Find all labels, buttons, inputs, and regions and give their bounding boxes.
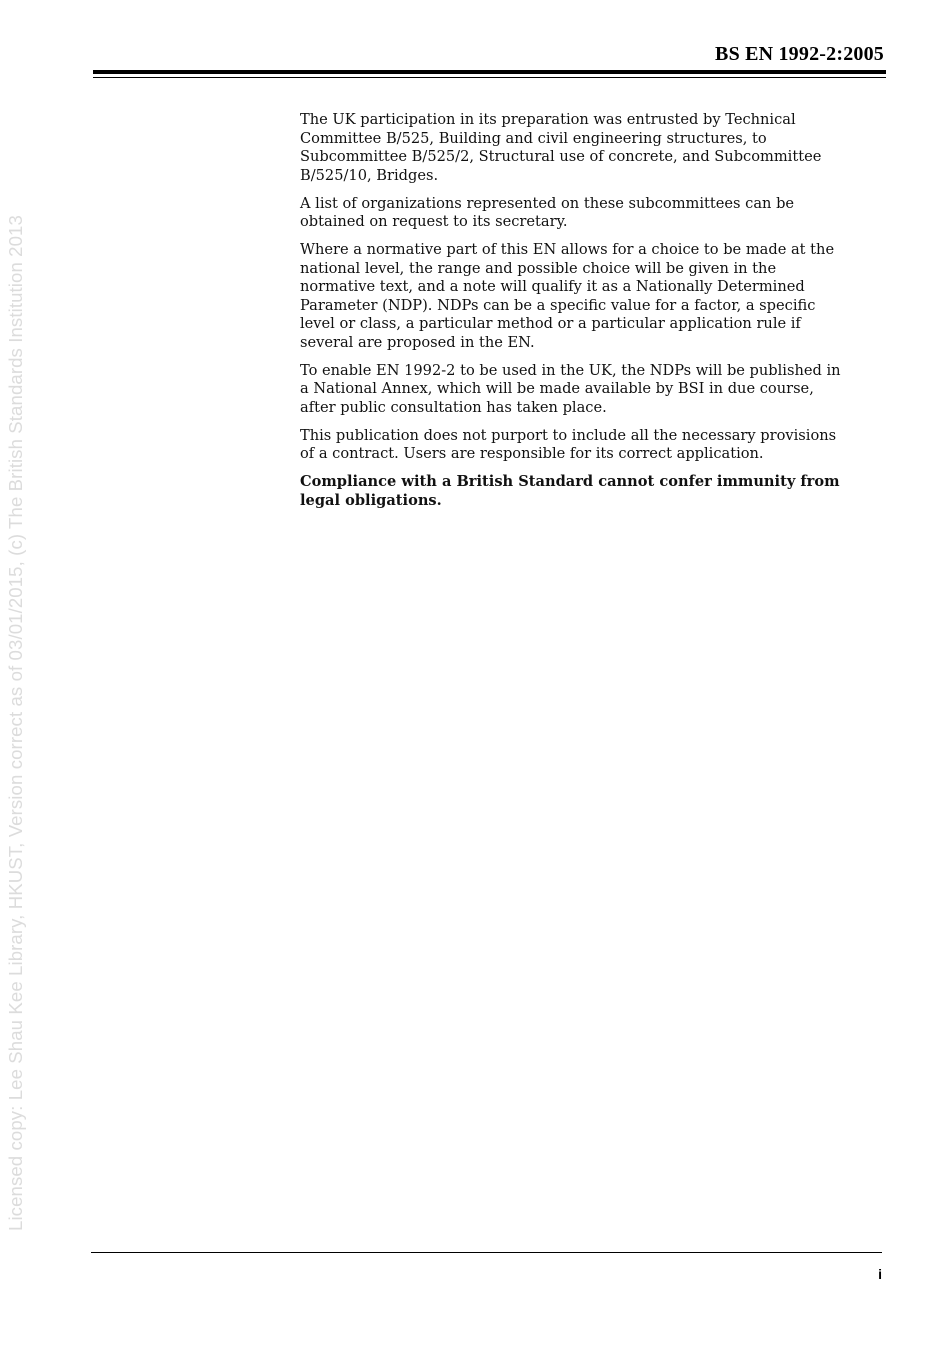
watermark: Licensed copy: Lee Shau Kee Library, HKUST, Version correct as of 03/01/2015, (c) The British Standards Institution 2013 <box>5 215 26 1231</box>
paragraph-organizations-list: A list of organizations represented on these subcommittees can be obtained on request to its secretary. <box>300 194 795 230</box>
paragraph-normative-choice: Where a normative part of this EN allows for a choice to be made at the national level, the range and possible choice will be given in the normative text, and a note will qualify it as a Nationally Determined Parameter (NDP). NDPs can be a specific value for a factor, a specific level or class, a particular method or a particular application rule if several are proposed in the EN. <box>300 241 835 351</box>
paragraph-national-annex: To enable EN 1992-2 to be used in the UK, the NDPs will be published in a National Annex, which will be made available by BSI in due course, after public consultation has taken place. <box>300 361 841 416</box>
header-rule-thick <box>93 70 886 74</box>
header-rule-thin <box>93 77 886 78</box>
compliance-statement: Compliance with a British Standard cannot confer immunity from legal obligations. <box>300 473 840 509</box>
paragraph-contract-provisions: This publication does not purport to include all the necessary provisions of a contract. Users are responsible for its correct application. <box>300 426 837 462</box>
document-code: BS EN 1992-2:2005 <box>715 43 884 65</box>
footer-rule <box>91 1252 882 1253</box>
body-content <box>300 111 852 520</box>
paragraph-uk-participation: The UK participation in its preparation was entrusted by Technical Committee B/525, Building and civil engineering structures, to Subcommittee B/525/2, Structural use of concrete, and Subcommittee B/525/10, Bridges. <box>300 111 822 184</box>
page-number: i <box>878 1266 882 1282</box>
